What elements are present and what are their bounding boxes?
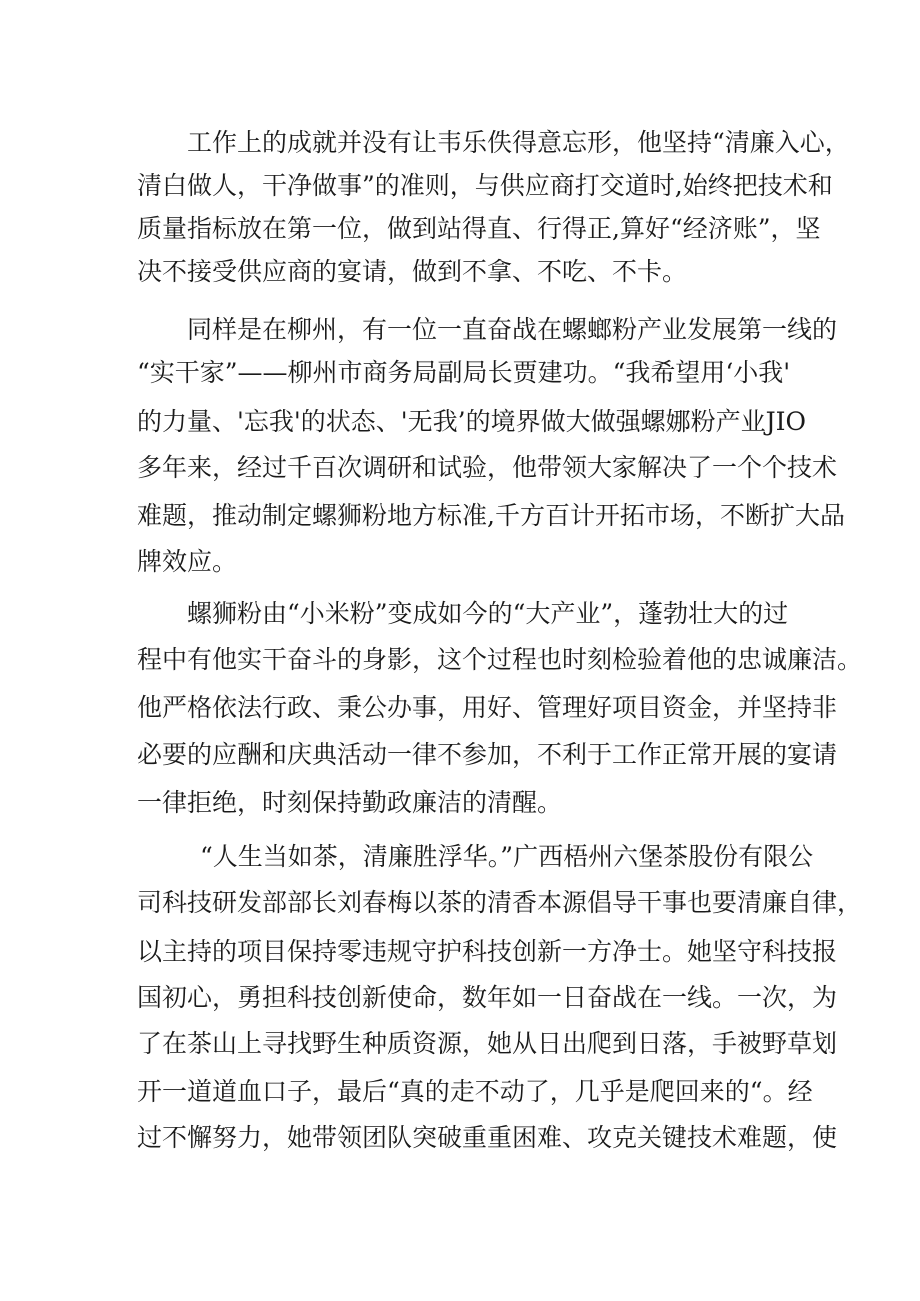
- text-line-10: 牌效应。: [137, 547, 238, 576]
- text-line-13: 他严格依法行政、秉公办事，用好、管理好项目资金，并坚持非: [137, 693, 838, 722]
- text-line-6: “实干家”——柳州市商务局副局长贾建功。“我希望用‘小我': [137, 358, 791, 387]
- text-line-8: 多年来，经过千百次调研和试验，他带领大家解决了一个个技术: [137, 453, 838, 482]
- text-line-4: 决不接受供应商的宴请，做到不拿、不吃、不卡。: [137, 257, 688, 286]
- text-line-19: 国初心，勇担科技创新使命，数年如一日奋战在一线。一次，为: [137, 983, 838, 1012]
- text-line-15: 一律拒绝，时刻保持勤政廉洁的清醒。: [137, 788, 563, 817]
- text-line-16: “人生当如茶，清廉胜浮华。”广西梧州六堡茶股份有限公: [200, 842, 814, 871]
- text-line-14: 必要的应酬和庆典活动一律不参加，不利于工作正常开展的宴请: [137, 740, 838, 769]
- text-line-5: 同样是在柳州，有一位一直奋战在螺螂粉产业发展第一线的: [187, 315, 838, 344]
- text-line-7: 的力量、'忘我'的状态、'无我’的境界做大做强螺娜粉产业JIO: [137, 407, 806, 436]
- text-line-18: 以主持的项目保持零违规守护科技创新一方净士。她坚守科技报: [137, 937, 838, 966]
- text-line-20: 了在茶山上寻找野生种质资源，她从日出爬到日落，手被野草划: [137, 1029, 838, 1058]
- text-line-17: 司科技研发部部长刘春梅以茶的清香本源倡导干事也要清廉自律，: [137, 888, 863, 917]
- text-line-9: 难题，推动制定螺狮粉地方标准,千方百计开拓市场，不断扩大品: [137, 501, 845, 530]
- text-line-1: 工作上的成就并没有让韦乐佚得意忘形，他坚持“清廉入心，: [187, 128, 850, 157]
- text-line-3: 质量指标放在第一位，做到站得直、行得正,算好“经济账”，坚: [137, 214, 821, 243]
- text-line-21: 开一道道血口子，最后“真的走不动了，几乎是爬回来的“。经: [137, 1077, 813, 1106]
- text-line-22: 过不懈努力，她带领团队突破重重困难、攻克关键技术难题，使: [137, 1123, 838, 1152]
- text-line-2: 清白做人，干净做事”的准则，与供应商打交道时,始终把技术和: [137, 171, 833, 200]
- text-line-11: 螺狮粉由“小米粉”变成如今的“大产业”，蓬勃壮大的过: [187, 599, 789, 628]
- text-line-12: 程中有他实干奋斗的身影，这个过程也时刻检验着他的忠诚廉洁。: [137, 645, 863, 674]
